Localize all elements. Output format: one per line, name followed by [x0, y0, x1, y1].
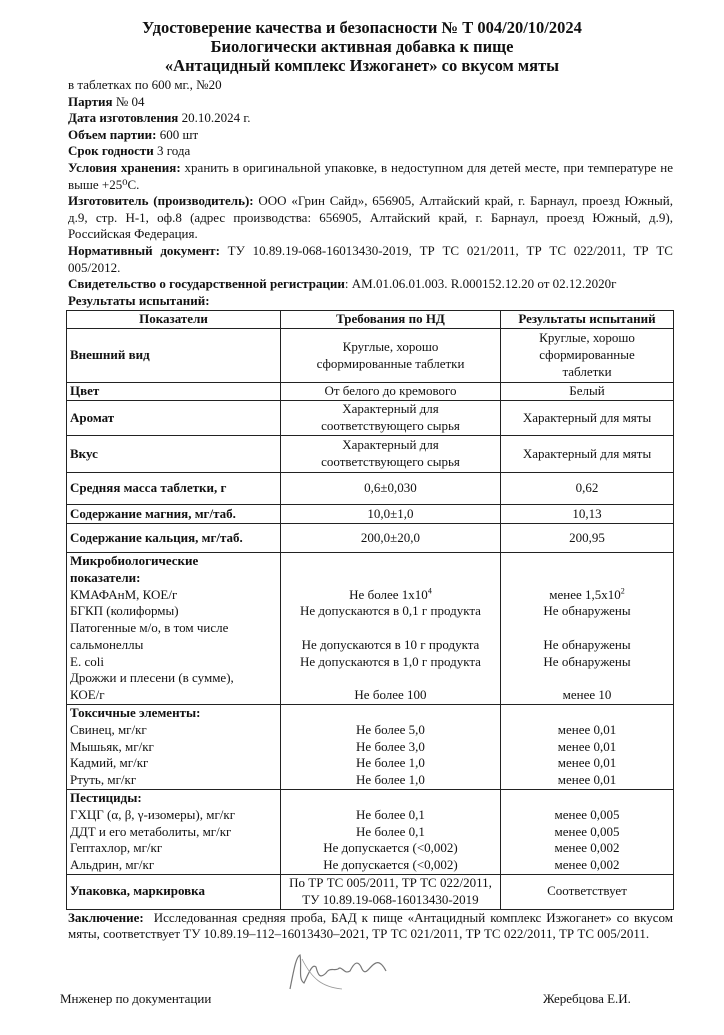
table-row-group [67, 705, 674, 790]
cell-line: показатели: [70, 569, 141, 585]
info-label: Результаты испытаний: [68, 292, 210, 308]
cell-line: Характерный для [342, 437, 439, 453]
result-cell [501, 523, 674, 552]
cell-line: Гептахлор, мг/кг [70, 840, 163, 856]
cell-line: 200,0±20,0 [360, 529, 421, 545]
info-value: 20.10.2024 г. [178, 110, 251, 126]
info-value: : АМ.01.06.01.003. R.000152.12.20 от 02.12.2020г [344, 276, 617, 292]
cell-line: Альдрин, мг/кг [70, 857, 155, 873]
table-row [67, 504, 674, 523]
cell-line [504, 570, 670, 587]
table-row [67, 435, 674, 472]
cell-line: таблетки [562, 364, 612, 379]
result-cell [501, 329, 674, 383]
info-label: Партия [68, 93, 113, 109]
table-row [67, 523, 674, 552]
info-line [68, 143, 673, 160]
cell-line [504, 705, 670, 722]
table-header-row [67, 311, 674, 329]
cell-line: Свинец, мг/кг [70, 721, 147, 737]
document-title [0, 18, 724, 75]
conclusion [66, 909, 677, 944]
cell-line: Не допускается (<0,002) [323, 840, 458, 856]
cell-line: сальмонеллы [70, 636, 144, 652]
cell-line: менее 0,01 [557, 738, 617, 754]
column-header: Результаты испытаний [501, 311, 674, 329]
document-page [60, 0, 677, 1035]
result-cell [501, 552, 674, 704]
cell-line: Мышьяк, мг/кг [70, 738, 154, 754]
title-line: Удостоверение качества и безопасности № Т 004/20/10/2024 [142, 18, 582, 37]
parameter-cell: Упаковка, маркировка [67, 875, 281, 910]
cell-line: Токсичные элементы: [70, 705, 201, 721]
cell-line: 10,13 [572, 505, 602, 521]
value-exponent: 2 [620, 586, 625, 596]
signer-position: Мнженер по документации [60, 991, 212, 1007]
cell-line: Не обнаружены [543, 653, 631, 669]
cell-line [284, 570, 497, 587]
parameter-cell: Содержание кальция, мг/таб. [67, 523, 281, 552]
cell-line [504, 620, 670, 637]
requirement-cell [281, 329, 501, 383]
info-line [68, 110, 673, 127]
info-value: хранить в оригинальной упаковке, в недоступном для детей месте, при температуре не выше +25⁰С. [68, 159, 673, 192]
requirement-cell [281, 790, 501, 875]
test-results-table [66, 310, 674, 909]
info-label: Объем партии: [68, 126, 157, 142]
cell-line [504, 790, 670, 807]
cell-line: менее 0,01 [557, 772, 617, 788]
info-line [68, 160, 673, 193]
cell-line: ДДТ и его метаболиты, мг/кг [70, 823, 232, 839]
info-line [68, 94, 673, 111]
cell-line: Кадмий, мг/кг [70, 755, 149, 771]
info-label: Свидетельство о государственной регистрации [68, 276, 345, 292]
cell-line: Не более 1,0 [356, 772, 425, 788]
info-label: Дата изготовления [68, 110, 179, 126]
cell-line: Микробиологические [70, 552, 199, 568]
cell-line: Не допускаются в 10 г продукта [301, 636, 480, 652]
info-value: № 04 [112, 93, 145, 109]
cell-line: E. coli [70, 653, 104, 669]
info-value: в таблетках по 600 мг., №20 [68, 77, 222, 92]
info-line [68, 127, 673, 144]
cell-line: Не допускается (<0,002) [323, 857, 458, 873]
info-label: Условия хранения: [68, 159, 181, 175]
cell-line: Не обнаружены [543, 636, 631, 652]
cell-line: ТУ 10.89.19-068-16013430-2019 [302, 891, 479, 907]
info-label: Срок годности [68, 143, 154, 159]
column-header: Показатели [67, 311, 281, 329]
cell-line [504, 553, 670, 570]
cell-line: По ТР ТС 005/2011, ТР ТС 022/2011, [289, 875, 492, 891]
cell-line: Характерный для [342, 401, 439, 417]
cell-line: Не более 0,1 [356, 823, 425, 839]
result-cell [501, 875, 674, 910]
cell-line: менее 10 [562, 687, 612, 703]
cell-line: От белого до кремового [324, 383, 457, 399]
result-cell [501, 400, 674, 435]
title-line: «Антацидный комплекс Изжоганет» со вкусом мяты [164, 56, 560, 75]
parameter-cell: Вкус [67, 435, 281, 472]
table-row [67, 329, 674, 383]
requirement-cell [281, 400, 501, 435]
requirement-cell [281, 472, 501, 504]
cell-line: Не допускаются в 0,1 г продукта [300, 603, 481, 619]
requirement-cell [281, 435, 501, 472]
cell-line: Соответствует [547, 883, 627, 899]
cell-line: Не более 3,0 [356, 738, 425, 754]
requirement-cell [281, 705, 501, 790]
cell-line: соответствующего сырья [321, 417, 460, 433]
cell-line: Не более 1,0 [356, 755, 425, 771]
cell-line [284, 620, 497, 637]
cell-line: Дрожжи и плесени (в сумме), [70, 670, 234, 686]
table-row [67, 875, 674, 910]
info-label: Нормативный документ: [68, 242, 220, 258]
parameter-cell: Цвет [67, 383, 281, 401]
parameter-cell [67, 790, 281, 875]
info-line [68, 193, 673, 243]
cell-line: менее 0,01 [557, 721, 617, 737]
value-text: менее 1,5x10 [549, 586, 621, 602]
cell-line: Пестициды: [70, 790, 142, 806]
result-cell [501, 435, 674, 472]
table-row [67, 400, 674, 435]
cell-line: сформированные таблетки [316, 355, 465, 371]
cell-line: менее 0,005 [554, 823, 620, 839]
cell-line: менее 0,005 [554, 806, 620, 822]
cell-line: Не допускаются в 1,0 г продукта [300, 653, 481, 669]
cell-line: Круглые, хорошо [342, 338, 439, 354]
table-row [67, 472, 674, 504]
cell-line: сформированные [539, 347, 635, 363]
result-cell [501, 472, 674, 504]
cell-line: 10,0±1,0 [367, 505, 414, 521]
conclusion-label: Заключение: [68, 909, 144, 925]
info-line [68, 243, 673, 276]
cell-line: БГКП (колиформы) [70, 603, 179, 619]
cell-line: Не более 5,0 [356, 721, 425, 737]
result-cell [501, 705, 674, 790]
cell-line [284, 670, 497, 687]
value-exponent: 4 [427, 586, 432, 596]
cell-line: Круглые, хорошо [539, 330, 635, 346]
result-cell [501, 504, 674, 523]
requirement-cell [281, 383, 501, 401]
table-row [67, 383, 674, 401]
info-value: ООО «Грин Сайд», 656905, Алтайский край, г. Барнаул, проезд Южный, д.9, стр. Н-1, оф.8 (адрес производства: 656905, Алтайский край, г. Барнаул, проезд Южный, д.9), Российская Федерация. [68, 193, 673, 242]
product-info [66, 77, 673, 309]
info-line [68, 77, 673, 94]
parameter-cell: Средняя масса таблетки, г [67, 472, 281, 504]
cell-line: КМАФАнМ, КОЕ/г [70, 586, 178, 602]
info-label: Изготовитель (производитель): [68, 193, 254, 209]
table-row-group [67, 790, 674, 875]
parameter-cell [67, 552, 281, 704]
cell-line: менее 0,01 [557, 755, 617, 771]
cell-line: Не более 100 [354, 687, 427, 703]
result-cell [501, 383, 674, 401]
requirement-cell [281, 504, 501, 523]
cell-line: Белый [569, 383, 605, 399]
value-text: Не более 1x10 [349, 586, 428, 602]
parameter-cell: Содержание магния, мг/таб. [67, 504, 281, 523]
cell-line [284, 790, 497, 807]
table-row-group [67, 552, 674, 704]
cell-line: 200,95 [569, 529, 605, 545]
info-line [68, 276, 673, 293]
cell-line: Характерный для мяты [522, 409, 652, 425]
cell-line: 0,62 [575, 480, 599, 495]
cell-line: 0,6±0,030 [364, 480, 417, 495]
cell-line: соответствующего сырья [321, 453, 460, 469]
result-cell [501, 790, 674, 875]
handwritten-signature [282, 949, 392, 999]
column-header: Требования по НД [281, 311, 501, 329]
info-value: 600 шт [156, 126, 199, 142]
cell-line: Не обнаружены [543, 603, 631, 619]
cell-line [284, 553, 497, 570]
requirement-cell [281, 875, 501, 910]
requirement-cell [281, 523, 501, 552]
title-line: Биологически активная добавка к пище [210, 37, 514, 56]
parameter-cell: Аромат [67, 400, 281, 435]
cell-line: Патогенные м/о, в том числе [70, 620, 229, 636]
requirement-cell [281, 552, 501, 704]
cell-line: Не более 0,1 [356, 806, 425, 822]
parameter-cell: Внешний вид [67, 329, 281, 383]
cell-line [284, 705, 497, 722]
info-value: ТУ 10.89.19-068-16013430-2019, ТР ТС 021/2011, ТР ТС 022/2011, ТР ТС 005/2012. [68, 242, 673, 275]
info-line [68, 293, 673, 310]
cell-line: Характерный для мяты [522, 445, 652, 461]
cell-line: менее 0,002 [554, 857, 620, 873]
cell-line: КОЕ/г [70, 687, 105, 703]
cell-line: Ртуть, мг/кг [70, 772, 137, 788]
cell-line: ГХЦГ (α, β, γ-изомеры), мг/кг [70, 806, 236, 822]
cell-line [504, 670, 670, 687]
signature-block [0, 943, 724, 1035]
cell-line [284, 587, 497, 604]
cell-line: менее 0,002 [554, 840, 620, 856]
cell-line [504, 587, 670, 604]
conclusion-text: Исследованная средняя проба, БАД к пище «Антацидный комплекс Изжоганет» со вкусом мяты, соответствует ТУ 10.89.19–112–16013430–2021, ТР ТС 021/2011, ТР ТС 022/2011, ТР ТС 005/2011. [68, 909, 677, 942]
info-value: 3 года [153, 143, 191, 159]
signer-name: Жеребцова Е.И. [543, 991, 631, 1007]
parameter-cell [67, 705, 281, 790]
